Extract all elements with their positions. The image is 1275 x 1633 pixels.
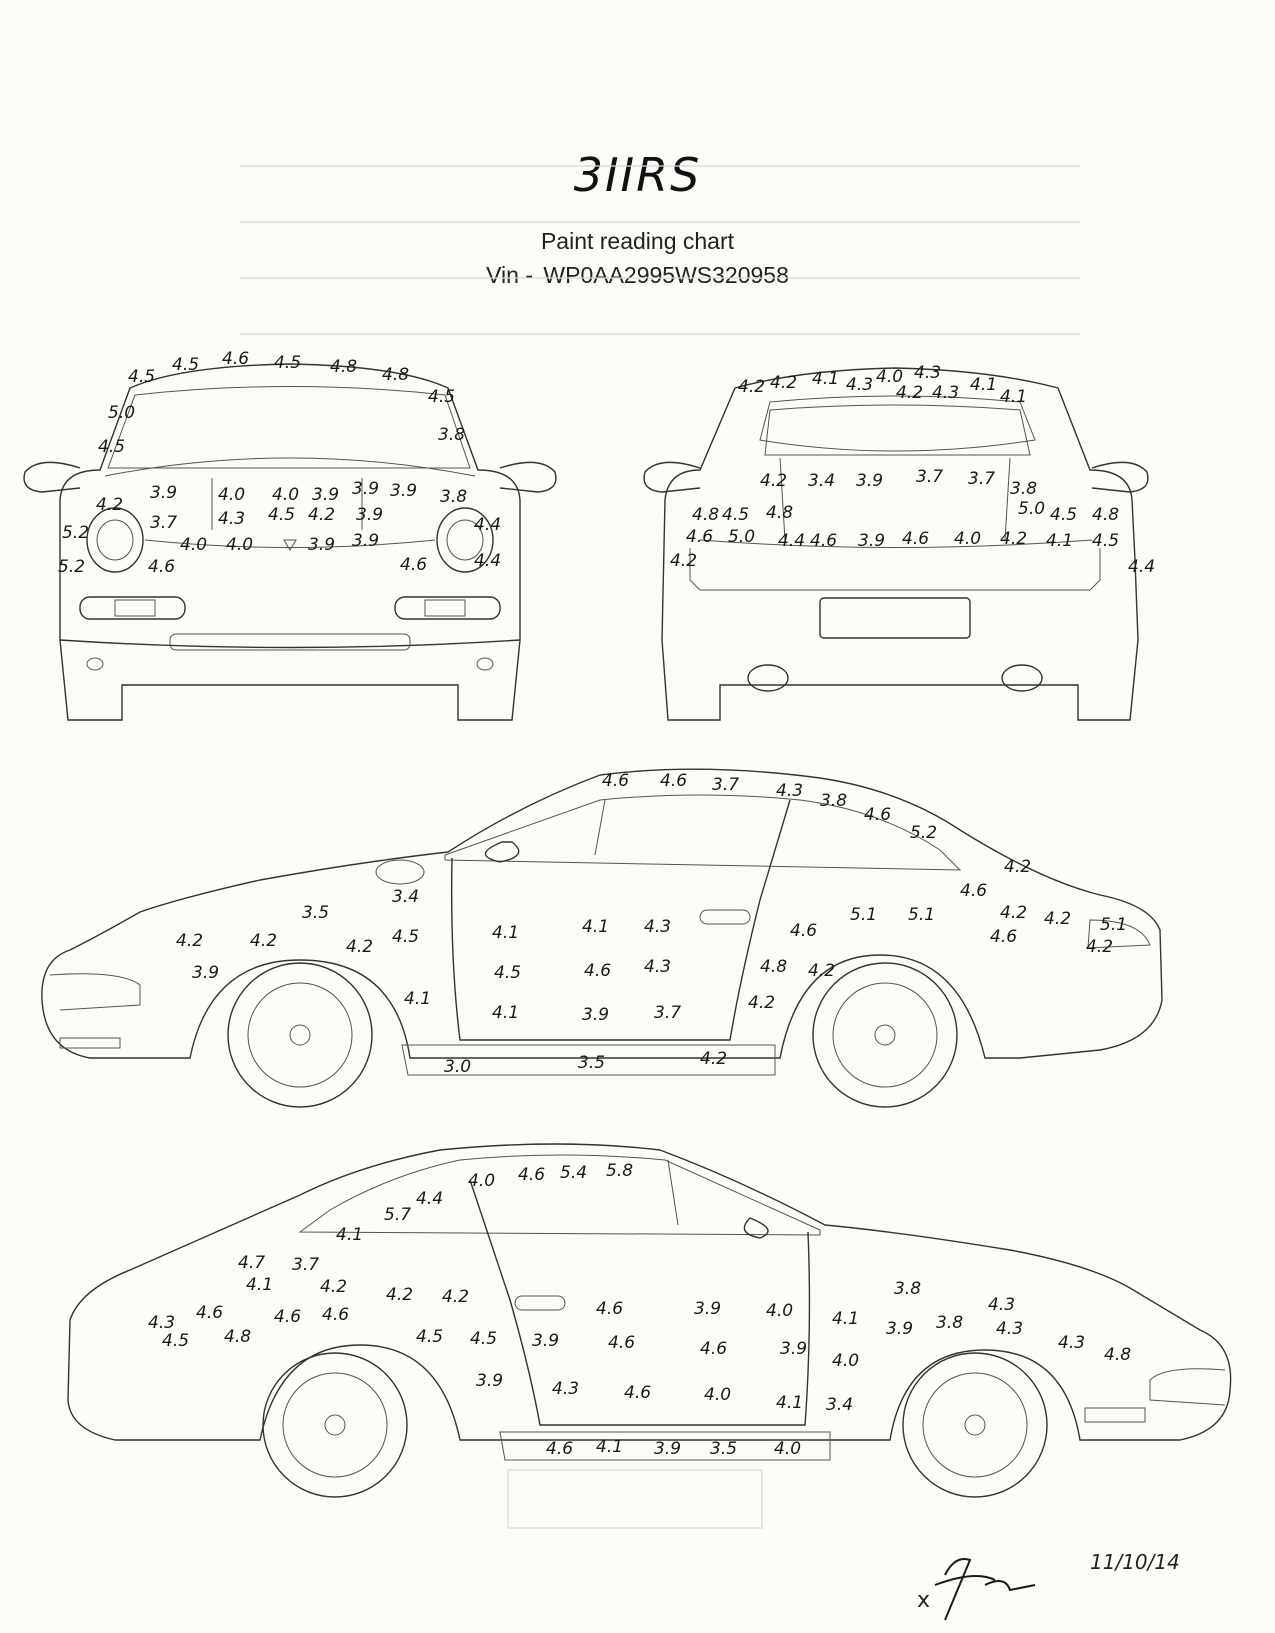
- reading-label: 3.4: [826, 1395, 854, 1415]
- reading-label: 4.5: [1092, 531, 1120, 551]
- reading-label: 4.0: [468, 1171, 496, 1191]
- reading-label: 4.3: [914, 363, 942, 383]
- reading-label: 4.2: [1044, 909, 1072, 929]
- reading-label: 3.7: [292, 1255, 320, 1275]
- left-side-readings: [148, 1161, 1131, 1459]
- reading-label: 4.8: [382, 365, 410, 385]
- reading-label: 4.6: [624, 1383, 652, 1403]
- reading-label: 4.2: [896, 383, 924, 403]
- reading-label: 3.4: [392, 887, 420, 907]
- reading-label: 4.1: [1046, 531, 1074, 551]
- reading-label: 4.7: [238, 1253, 266, 1273]
- reading-label: 3.9: [192, 963, 220, 983]
- reading-label: 4.1: [404, 989, 432, 1009]
- reading-label: 4.8: [330, 357, 358, 377]
- reading-label: 5.0: [108, 403, 136, 423]
- reading-label: 4.2: [738, 377, 766, 397]
- reading-label: 4.6: [902, 529, 930, 549]
- reading-label: 3.9: [390, 481, 418, 501]
- reading-label: 4.2: [760, 471, 788, 491]
- reading-label: 4.5: [392, 927, 420, 947]
- reading-label: 4.2: [320, 1277, 348, 1297]
- reading-label: 4.0: [226, 535, 254, 555]
- reading-label: 4.3: [996, 1319, 1024, 1339]
- reading-label: 5.1: [1100, 915, 1128, 935]
- reading-label: 4.4: [474, 515, 502, 535]
- reading-label: 4.2: [1004, 857, 1032, 877]
- reading-label: 4.2: [808, 961, 836, 981]
- reading-label: 5.7: [384, 1205, 412, 1225]
- reading-label: 4.1: [812, 369, 840, 389]
- reading-label: 4.0: [180, 535, 208, 555]
- reading-label: 4.6: [596, 1299, 624, 1319]
- reading-label: 5.0: [1018, 499, 1046, 519]
- reading-label: 4.0: [704, 1385, 732, 1405]
- reading-label: 4.1: [832, 1309, 860, 1329]
- reading-label: 4.6: [660, 771, 688, 791]
- reading-label: 5.2: [62, 523, 90, 543]
- reading-label: 4.6: [584, 961, 612, 981]
- reading-label: 4.6: [274, 1307, 302, 1327]
- reading-label: 4.0: [272, 485, 300, 505]
- reading-label: 4.1: [776, 1393, 804, 1413]
- reading-label: 4.2: [1000, 529, 1028, 549]
- reading-label: 3.4: [808, 471, 836, 491]
- reading-label: 4.6: [700, 1339, 728, 1359]
- reading-label: 3.9: [352, 479, 380, 499]
- reading-label: 4.4: [416, 1189, 444, 1209]
- reading-label: 3.9: [476, 1371, 504, 1391]
- reading-label: 4.2: [346, 937, 374, 957]
- logo-911rs: 3IIRS: [573, 148, 702, 202]
- reading-label: 4.5: [470, 1329, 498, 1349]
- reading-label: 4.5: [494, 963, 522, 983]
- reading-label: 3.9: [858, 531, 886, 551]
- reading-label: 3.0: [444, 1057, 472, 1077]
- reading-label: 4.5: [162, 1331, 190, 1351]
- reading-label: 4.0: [766, 1301, 794, 1321]
- reading-label: 4.5: [268, 505, 296, 525]
- reading-label: 3.9: [694, 1299, 722, 1319]
- reading-label: 4.6: [400, 555, 428, 575]
- handwritten-signature: [915, 1545, 1055, 1625]
- signature-x-mark: x: [917, 1588, 931, 1613]
- reading-label: 4.3: [218, 509, 246, 529]
- reading-label: 4.5: [722, 505, 750, 525]
- left-side-view-diagram: [68, 1144, 1231, 1497]
- reading-label: 4.2: [442, 1287, 470, 1307]
- reading-label: 3.9: [780, 1339, 808, 1359]
- reading-label: 4.2: [1086, 937, 1114, 957]
- reading-label: 3.9: [886, 1319, 914, 1339]
- reading-label: 3.7: [916, 467, 944, 487]
- reading-label: 4.6: [222, 349, 250, 369]
- reading-label: 4.1: [492, 923, 520, 943]
- vin-label: Vin -: [486, 262, 533, 288]
- reading-label: 4.3: [552, 1379, 580, 1399]
- reading-label: 4.1: [1000, 387, 1028, 407]
- right-side-readings: [176, 771, 1127, 1077]
- reading-label: 4.0: [954, 529, 982, 549]
- reading-label: 4.2: [748, 993, 776, 1013]
- reading-label: 3.7: [968, 469, 996, 489]
- reading-label: 3.8: [440, 487, 468, 507]
- reading-label: 4.5: [428, 387, 456, 407]
- reading-label: 3.8: [936, 1313, 964, 1333]
- front-view-diagram: [24, 364, 556, 720]
- reading-label: 4.8: [1104, 1345, 1132, 1365]
- reading-label: 4.5: [274, 353, 302, 373]
- reading-label: 4.3: [644, 957, 672, 977]
- reading-label: 4.6: [810, 531, 838, 551]
- reading-label: 4.6: [518, 1165, 546, 1185]
- reading-label: 4.8: [760, 957, 788, 977]
- reading-label: 3.9: [308, 535, 336, 555]
- reading-label: 4.0: [832, 1351, 860, 1371]
- reading-label: 4.2: [700, 1049, 728, 1069]
- reading-label: 3.7: [654, 1003, 682, 1023]
- reading-label: 4.3: [988, 1295, 1016, 1315]
- reading-label: 3.8: [1010, 479, 1038, 499]
- reading-label: 3.9: [532, 1331, 560, 1351]
- reading-label: 4.6: [960, 881, 988, 901]
- reading-label: 4.6: [602, 771, 630, 791]
- reading-label: 3.8: [894, 1279, 922, 1299]
- reading-label: 4.4: [474, 551, 502, 571]
- reading-label: 4.5: [1050, 505, 1078, 525]
- reading-label: 4.0: [774, 1439, 802, 1459]
- rear-readings: [670, 363, 1155, 577]
- reading-label: 4.0: [218, 485, 246, 505]
- reading-label: 4.3: [776, 781, 804, 801]
- reading-label: 4.6: [686, 527, 714, 547]
- reading-label: 4.8: [224, 1327, 252, 1347]
- reading-label: 4.6: [990, 927, 1018, 947]
- reading-label: 3.7: [150, 513, 178, 533]
- reading-label: 4.3: [644, 917, 672, 937]
- reading-label: 4.5: [128, 367, 156, 387]
- reading-label: 4.2: [176, 931, 204, 951]
- reading-label: 3.9: [582, 1005, 610, 1025]
- reading-label: 4.6: [196, 1303, 224, 1323]
- reading-label: 4.8: [766, 503, 794, 523]
- reading-label: 3.9: [856, 471, 884, 491]
- reading-label: 4.3: [148, 1313, 176, 1333]
- reading-label: 4.8: [692, 505, 720, 525]
- reading-label: 3.7: [712, 775, 740, 795]
- reading-label: 4.2: [308, 505, 336, 525]
- reading-label: 4.1: [596, 1437, 624, 1457]
- reading-label: 4.2: [670, 551, 698, 571]
- reading-label: 3.5: [578, 1053, 606, 1073]
- reading-label: 3.9: [312, 485, 340, 505]
- reading-label: 3.8: [438, 425, 466, 445]
- reading-label: 4.5: [172, 355, 200, 375]
- reading-label: 4.3: [932, 383, 960, 403]
- reading-label: 4.6: [864, 805, 892, 825]
- reading-label: 4.2: [96, 495, 124, 515]
- reading-label: 4.1: [336, 1225, 364, 1245]
- reading-label: 5.2: [910, 823, 938, 843]
- reading-label: 4.5: [416, 1327, 444, 1347]
- reading-label: 5.8: [606, 1161, 634, 1181]
- reading-label: 5.0: [728, 527, 756, 547]
- reading-label: 4.2: [1000, 903, 1028, 923]
- reading-label: 3.5: [710, 1439, 738, 1459]
- page-title: Paint reading chart: [540, 228, 735, 254]
- reading-label: 4.1: [246, 1275, 274, 1295]
- reading-label: 5.1: [850, 905, 878, 925]
- reading-label: 3.9: [654, 1439, 682, 1459]
- reading-label: 4.8: [1092, 505, 1120, 525]
- reading-label: 3.9: [356, 505, 384, 525]
- reading-label: 4.2: [386, 1285, 414, 1305]
- reading-label: 3.8: [820, 791, 848, 811]
- reading-label: 4.0: [876, 367, 904, 387]
- reading-label: 4.6: [790, 921, 818, 941]
- reading-label: 4.1: [492, 1003, 520, 1023]
- reading-label: 5.2: [58, 557, 86, 577]
- reading-label: 4.3: [1058, 1333, 1086, 1353]
- reading-label: 4.4: [1128, 557, 1156, 577]
- reading-label: 3.5: [302, 903, 330, 923]
- vin-value: WP0AA2995WS320958: [543, 262, 789, 288]
- reading-label: 3.9: [352, 531, 380, 551]
- reading-label: 4.4: [778, 531, 806, 551]
- reading-label: 4.6: [546, 1439, 574, 1459]
- reading-label: 4.3: [846, 375, 874, 395]
- reading-label: 4.6: [608, 1333, 636, 1353]
- reading-label: 3.9: [150, 483, 178, 503]
- reading-label: 4.6: [148, 557, 176, 577]
- reading-label: 4.5: [98, 437, 126, 457]
- reading-label: 4.2: [250, 931, 278, 951]
- reading-label: 4.1: [970, 375, 998, 395]
- reading-label: 4.1: [582, 917, 610, 937]
- reading-label: 5.1: [908, 905, 936, 925]
- reading-label: 4.6: [322, 1305, 350, 1325]
- signature-date: 11/10/14: [1090, 1550, 1180, 1574]
- reading-label: 5.4: [560, 1163, 588, 1183]
- reading-label: 4.2: [770, 373, 798, 393]
